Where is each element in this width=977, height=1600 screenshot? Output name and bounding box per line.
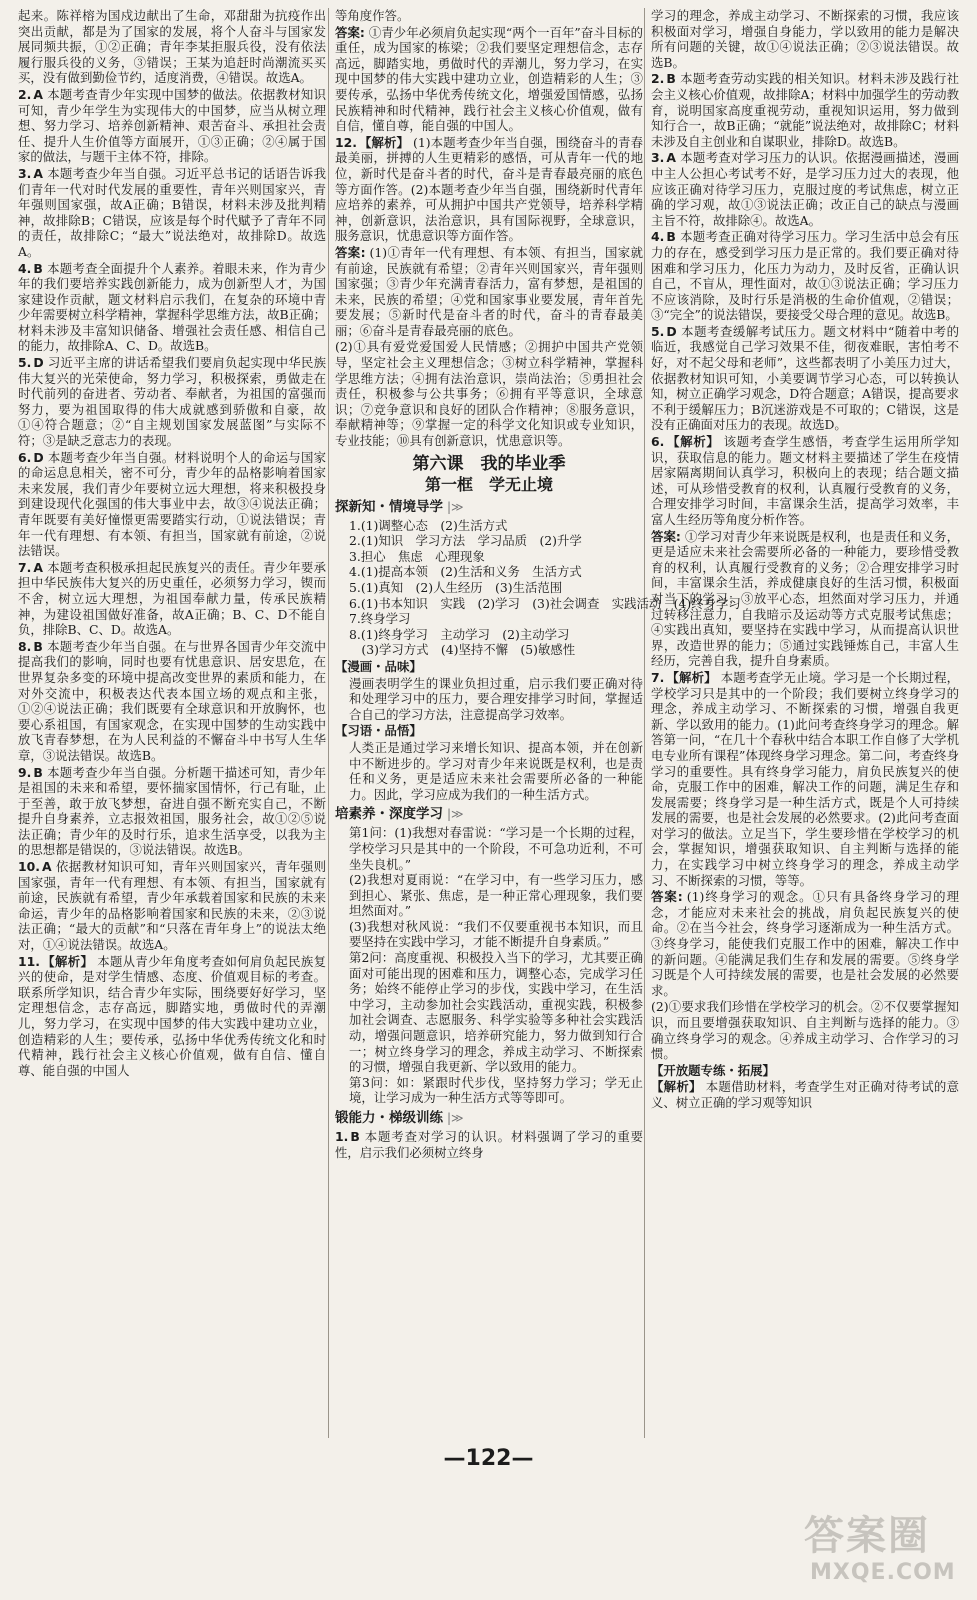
answer-choice: 【解析】 (651, 1079, 702, 1095)
watermark-domain: MXQE.COM (810, 1560, 956, 1585)
section-arrow-icon: |≫ (447, 807, 464, 822)
answer-choice: B (33, 260, 43, 276)
answer-text: 本题考查少年当自强。分析题干描述可知，青少年是祖国的未来和希望，要怀揣家国情怀，行己有耻，止于至善，敢于放飞梦想，奋进自强不断充实自己，不断提升自身素养，立志报效祖国，服务社会，故①②⑤说法正确；青少年的及时行乐，追求生活享受，以我为主的思想都是错误的，③说法错误。故选B。 (18, 764, 326, 858)
explore-answer-line: 4.(1)提高本领 (2)生活和义务 生活方式 (349, 564, 582, 580)
watermark-logo (800, 1502, 970, 1596)
question-number: 6. (651, 434, 665, 450)
comic-text: 漫画表明学生的课业负担过重，启示我们要正确对待和处理学习中的压力，要合理安排学习时间，掌握适合自己的学习方法，注意提高学习效率。 (349, 675, 643, 722)
answer-text: 本题考查少年当自强。在与世界各国青少年交流中提高我们的影响，同时也要有忧患意识、居安思危，在世界复杂多变的环境中提高改变世界的素质和能力，在对外交流中，积极表达代表本国立场的观点和主张，①②④说法正确；我们既要有全球意识和开放胸怀，也要心系祖国，有国家观念，在实现中国梦的生动实践中放飞青春梦想，在为人民利益的不懈奋斗中书写人生华章，③说法错误。故选B。 (18, 638, 326, 763)
column-divider (328, 8, 329, 1438)
answer-choice: A (33, 165, 43, 181)
answer-item (18, 765, 326, 859)
answer-item (18, 954, 326, 1079)
answer-choice: B (350, 1129, 360, 1144)
answer-choice: 答案: (651, 889, 683, 905)
answer-text: (2)①要求我们珍惜在学校学习的机会。②不仅要掌握知识，而且要增强获取知识、自主判断与选择的能力。③确立终身学习的观念。④养成主动学习、合作学习的习惯。 (651, 999, 959, 1062)
answer-item (18, 859, 326, 953)
answer-choice: 答案: (335, 244, 366, 260)
answer-text: 本题考查全面提升个人素养。着眼未来，作为青少年的我们要培养实践创新能力，成为创新型人才，为国家建设作贡献，题文材料启示我们，在复杂的环境中青少年需要树立科学精神，掌握科学思维方法，故B正确；材料未涉及丰富知识储备、增强社会责任感、相信自己的能力，故排除A、C、D。故选B。 (18, 260, 326, 354)
answer-choice: A (33, 86, 43, 102)
explore-answer-line: 2.(1)知识 学习方法 学习品质 (2)升学 (349, 533, 582, 549)
answer-text: 本题从青少年角度考查如何肩负起民族复兴的使命，是对学生情感、态度、价值观目标的考查。联系所学知识，结合青少年实际，围绕要好好学习，坚定理想信念，志存高远，脚踏实地，勇做时代的弄潮儿，努力学习，在实现中国梦的伟大实践中建功立业，创造精彩的人生；要传承，弘扬中华优秀传统文化和时代精神，践行社会主义核心价值观，做有自信、懂自尊、能自强的中国人 (18, 953, 327, 1078)
lesson-title: 第六课 我的毕业季 (412, 453, 566, 474)
answer-text: 该题考查学生感悟，考查学生运用所学知识，获取信息的能力。题文材料主要描述了学生在疫情居家隔离期间认真学习，积极向上的表现；结合题文描述，可从珍惜受教育的权利，认真履行受教育的义务，合理安排学习时间，丰富课余生活，提高学习效率，丰富人生经历等角度分析作答。 (651, 434, 960, 527)
question-number: 7. (651, 669, 665, 685)
answer-item (651, 229, 959, 323)
answer-item (651, 1079, 959, 1110)
answer-item (18, 87, 326, 165)
question-number: 2. (18, 86, 32, 102)
column-right (651, 8, 959, 1438)
explore-answer-line: 6.(1)书本知识 实践 (2)学习 (3)社会调查 实践活动 (4)终身学习 (349, 595, 741, 611)
answer-text: 本题考查少年当自强。习近平总书记的话语告诉我们青年一代对时代发展的重要性，青年兴则国家兴，青年强则国家强，故A正确；B错误，材料未涉及批判精神，故排除B；C错误，应该是每个时代赋予了青年不同的责任，故排除C；“最大”说法绝对，故排除D。故选A。 (18, 165, 326, 259)
answer-text: 学习的理念，养成主动学习、不断探索的习惯，我应该积极面对学习，增强自身能力，学以致用的能力是解决所有问题的关键，故①④说法正确；②③说法错误。故选B。 (651, 8, 959, 70)
answer-choice: A (41, 859, 52, 875)
column-divider (644, 8, 645, 1438)
answer-item (335, 135, 643, 244)
answer-choice: D (33, 355, 44, 371)
answer-item (651, 150, 959, 228)
column-left (18, 8, 326, 1438)
answer-choice: B (33, 764, 43, 780)
open-question-label: 【开放题专练・拓展】 (651, 1062, 775, 1078)
answer-item (18, 639, 326, 764)
answer-text: (1)终身学习的观念。①只有具备终身学习的理念，才能应对未来社会的挑战，肩负起民族复兴的使命。②在当今社会，终身学习逐渐成为一种生活方式。③终身学习，能使我们克服工作中的困难，解决工作中的新问题。④能满足我们生存和发展的需要。⑤终身学习既是个人可持续发展的需要，也是社会发展的必然要求。 (651, 889, 959, 998)
answer-choice: D (33, 449, 44, 465)
answer-text: 本题考查少年当自强。材料说明个人的命运与国家的命运息息相关，密不可分，青少年的品格影响着国家未来发展，我们青少年要树立远大理想，将来积极投身到建设现代化强国的伟大事业中去，故③④说法正确；青年既要有美好憧憬更需要踏实行动，①说法错误；青年一代有理想、有本领、有担当，国家就有前途，②说法错误。 (18, 449, 326, 559)
answer-text: 本题借助材料，考查学生对正确对待考试的意义、树立正确的学习观等知识 (651, 1079, 960, 1110)
answer-text: (1)本题考查少年当自强，围绕奋斗的青春最美丽，拼搏的人生更精彩的感悟，可从青年一代的地位，新时代是奋斗者的时代，奋斗是青春最亮丽的底色等方面作答。(2)本题考查少年当自强，围绕新时代青年应培养的素养，可从拥护中国共产党领导，培养科学精神，创新意识，法治意识，具有国际视野，全球意识，服务意识，忧患意识等方面作答。 (335, 134, 644, 244)
answer-item (651, 999, 959, 1061)
explore-answer-line: 8.(1)终身学习 主动学习 (2)主动学习 (349, 626, 570, 642)
answer-text: 起来。陈祥榕为国戍边献出了生命，邓甜甜为抗疫作出突出贡献，都是为了国家的发展，将个人奋斗与国家发展同频共振，①②正确；青年李某拒服兵役，没有依法履行服兵役的义务，③错误；王某为追赶时尚潮流买买买，没有做到勤俭节约，适度消费，④错误。故选A。 (18, 8, 326, 86)
question-number: 8. (18, 638, 32, 654)
answer-choice: A (33, 559, 43, 575)
answer-item (18, 261, 326, 355)
answer-item (18, 450, 326, 559)
answer-choice: 【解析】 (666, 434, 720, 450)
cultivate-paragraph: (3)我想对秋风说：“我们不仅要重视书本知识，而且要坚持在实践中学习，才能不断提升自身素质。” (349, 918, 643, 950)
answer-item (651, 889, 959, 998)
question-number: 4. (18, 260, 32, 276)
question-number: 5. (18, 355, 32, 371)
answer-text: 本题考查缓解考试压力。题文材料中“随着中考的临近，我感觉自己学习效果不佳，彻夜难眠，害怕考不好，对不起父母和老师”，这些都表明了小美压力过大，依据教材知识可知，小美要调节学习心态，可以转换认知，树立正确学习观念，D符合题意；A错误，提高要求不利于缓解压力；B沉迷游戏是不可取的；C错误，这是没有正确面对压力的表现。故选D。 (651, 323, 959, 433)
answer-choice: 答案: (651, 528, 681, 544)
answer-item (335, 25, 643, 134)
answer-text: 本题考查对学习的认识。材料强调了学习的重要性，启示我们必须树立终身 (335, 1129, 643, 1160)
question-number: 9. (18, 764, 32, 780)
answer-text: ①青少年必须肩负起实现“两个一百年”奋斗目标的重任，成为国家的栋梁；②我们要坚定理想信念，志存高远，脚踏实地，勇做时代的弄潮儿，努力学习，在实现中国梦的伟大实践中建功立业，创造精彩的人生；③要传承，弘扬中华优秀传统文化，增强爱国情感，弘扬民族精神和时代精神，践行社会主义核心价值观，做有自信，懂自尊，能自强的中国人。 (335, 24, 643, 134)
answer-item (335, 245, 643, 339)
cultivate-paragraph: 第1问：(1)我想对春雷说：“学习是一个长期的过程，学校学习只是其中的一个阶段，不可急功近利，不可坐失良机。” (349, 825, 643, 872)
cultivate-paragraph: 第2问：高度重视、积极投入当下的学习，尤其要正确面对可能出现的困难和压力，调整心态，完成学习任务；始终不能停止学习的步伐，实践中学习，在生活中学习，主动参加社会实践活动，重视实践，积极参加社会调查、志愿服务、科学实验等多种社会实践活动，增强问题意识，培养研究能力，努力做到知行合一；树立终身学习的理念，养成主动学习、不断探索的习惯，增强自我更新、学以致用的能力。 (349, 950, 643, 1075)
answer-item (651, 71, 959, 149)
answer-item (335, 1129, 643, 1160)
answer-text: 本题考查青少年实现中国梦的做法。依据教材知识可知，青少年学生为实现伟大的中国梦，应当从树立理想、努力学习、培养创新精神、艰苦奋斗、承担社会责任、提升人生价值等方面展开，①③正确；②④属于国家的做法，与题干主体不符，排除。 (18, 86, 326, 165)
answer-choice: 【解析】 (358, 134, 410, 150)
explore-answer-line: (3)学习方式 (4)坚持不懈 (5)敏感性 (349, 642, 576, 658)
question-number: 6. (18, 449, 32, 465)
answer-choice: B (666, 71, 676, 87)
page-number: —122— (443, 1446, 534, 1471)
answer-choice: 【解析】 (41, 953, 94, 969)
answer-choice: A (666, 150, 676, 166)
answer-choice: B (33, 638, 43, 654)
proverb-text: 人类正是通过学习来增长知识、提高本领，并在创新中不断进步的。学习对青少年来说既是权利，也是责任和义务，更是适应未来社会需要所必备的一种能力。因此，学习应成为我们的一种生活方式。 (349, 739, 643, 802)
question-number: 1. (335, 1129, 349, 1144)
answer-text: (1)①青年一代有理想、有本领、有担当，国家就有前途，民族就有希望；②青年兴则国家兴，青年强则国家强；③青少年充满青春活力，富有梦想，是祖国的未来，民族的希望；④党和国家事业要发展，青年首先要发展；⑤新时代是奋斗者的时代，奋斗的青春最美丽；⑥奋斗是青春最亮丽的底色。 (335, 244, 643, 338)
answer-text: 等角度作答。 (335, 8, 410, 23)
explore-answer-line: 1.(1)调整心态 (2)生活方式 (349, 517, 508, 533)
cultivate-paragraph: (2)我想对夏雨说：“在学习中，有一些学习压力，感到担心、紧张、焦虑，是一种正常心理现象，我们要坦然面对。” (349, 872, 643, 919)
answer-item (651, 670, 959, 888)
answer-text: 本题考查学无止境。学习是一个长期过程，学校学习只是其中的一个阶段；我们要树立终身学习的理念，养成主动学习、不断探索的习惯，增强自我更新、学以致用的能力。(1)此问考查终身学习的理念。解答第一问，“在几十个春秋中结合本职工作自修了大学机电专业所有课程”体现终身学习理念。第二问，考查终身学习的重要性。具有终身学习能力，肩负民族复兴的使命，克服工作中的困难，解决工作的问题，满足生存和发展需要；终身学习是一种生活方式，既是个人可持续发展的需要，也是社会发展的必然要求。(2)此问考查面对学习的做法。立足当下，学生要珍惜在学校学习的机会，掌握知识，增强获取知识、自主判断与选择的能力，在实践学习中树立终身学习的理念，养成主动学习、不断探索的习惯，等等。 (651, 669, 960, 888)
question-number: 7. (18, 559, 32, 575)
proverb-label: 【习语・品悟】 (335, 723, 422, 739)
answer-choice: 【解析】 (666, 669, 717, 685)
answer-text: ①学习对青少年来说既是权利，也是责任和义务，更是适应未来社会需要所必备的一种能力，要珍惜受教育的权利，认真履行受教育的义务；②合理安排学习时间，丰富课余生活，养成健康良好的生活习惯，积极面对当下的学习；③放平心态，坦然面对学习压力，并通过转移注意力，自我暗示及运动等方式克服考试焦虑；④实践出真知，要坚持在实践中学习，从而提高认识世界，改造世界的能力；⑤通过实践锤炼自己，丰富人生经历，完善自我，提升自身素质。 (651, 528, 959, 669)
answer-text: 本题考查正确对待学习压力。学习生活中总会有压力的存在，感受到学习压力是正常的。我们要正确对待困难和学习压力，化压力为动力，及时反省，正确认识自己，不盲从，理性面对，故①③说法正确；学习压力不应该消除，及时行乐是消极的生命价值观，②错误；③“完全”的说法错误，要接受父母合理的意见。故选B。 (651, 229, 959, 323)
answer-item (18, 166, 326, 260)
answer-text: 本题考查对学习压力的认识。依据漫画描述，漫画中主人公担心考试考不好，是学习压力过大的表现，他应该正确对待学习压力，克服过度的考试焦虑，树立正确的学习观，故①③说法正确；改正自己的缺点与漫画主旨不符，故排除④。故选A。 (651, 150, 959, 228)
watermark-text: 答案圈 (804, 1513, 930, 1559)
answer-item (18, 560, 326, 638)
answer-item (18, 8, 326, 86)
explore-answer-line: 3.担心 焦虑 心理现象 (349, 548, 485, 564)
answer-item (651, 8, 959, 70)
section-arrow-icon: |≫ (447, 1111, 464, 1125)
section-exercise: 锻能力・梯级训练 |≫ (335, 1110, 464, 1126)
question-number: 3. (18, 165, 32, 181)
answer-text: 本题考查劳动实践的相关知识。材料未涉及践行社会主义核心价值观，故排除A；材料中加强学生的劳动教育，说明国家高度重视劳动，重视知识运用，努力做到知行合一，故B正确；“就能”说法绝对，故排除C；材料未涉及自主创业和自谋职业，排除D。故选B。 (651, 71, 959, 149)
answer-item (18, 355, 326, 449)
answer-text: 习近平主席的讲话希望我们要肩负起实现中华民族伟大复兴的光荣使命，努力学习，积极探索，勇做走在时代前列的奋进者、劳动者、奉献者，为祖国的富强而努力，要为祖国取得的伟大成就感到骄傲和自豪，故①④符合题意；②“自主规划国家发展蓝图”与实际不符；③是缺乏意志力的表现。 (18, 355, 326, 449)
explore-answer-line: 7.终身学习 (349, 611, 411, 627)
question-number: 10. (18, 859, 40, 875)
answer-text: 本题考查积极承担起民族复兴的责任。青少年要承担中华民族伟大复兴的历史重任，必须努力学习，锲而不舍，树立远大理想，为祖国奉献力量，传承民族精神，为建设祖国做好准备，故A正确；B、C、D不能自负，排除B、C、D。故选A。 (18, 559, 326, 638)
answer-choice: D (666, 323, 677, 339)
question-number: 2. (651, 71, 665, 87)
answer-item (651, 324, 959, 433)
section-cultivate: 培素养・深度学习 |≫ (335, 806, 464, 823)
question-number: 3. (651, 150, 665, 166)
section-explore: 探新知・情境导学 |≫ (335, 498, 464, 515)
answer-text: (2)①具有爱党爱国爱人民情感；②拥护中国共产党领导，坚定社会主义理想信念；③树立科学精神，掌握科学思维方法；④拥有法治意识，崇尚法治；⑤勇担社会责任，积极参与公共事务；⑥拥有平等意识，全球意识；⑦竞争意识和良好的团队合作精神；⑧服务意识，奉献精神等；⑨掌握一定的科学文化知识或专业知识，专业技能；⑩具有创新意识，忧患意识等。 (335, 339, 643, 449)
section-arrow-icon: |≫ (447, 499, 464, 514)
cultivate-paragraph: 第3问：如：紧跟时代步伐，坚持努力学习；学无止境，让学习成为一种生活方式等等即可。 (349, 1074, 643, 1106)
frame-title: 第一框 学无止境 (424, 474, 553, 494)
comic-label: 【漫画・品味】 (335, 658, 422, 674)
question-number: 4. (651, 229, 665, 245)
explore-answer-line: 5.(1)真知 (2)人生经历 (3)生活范围 (349, 580, 563, 595)
question-number: 12. (335, 134, 357, 150)
answer-choice: 答案: (335, 24, 365, 40)
answer-item (651, 529, 959, 669)
answer-item (335, 339, 643, 448)
answer-choice: B (666, 229, 676, 245)
answer-text: 依据教材知识可知，青年兴则国家兴，青年强则国家强，青年一代有理想、有本领、有担当，国家就有前途，民族就有希望，青少年承载着国家和民族的未来命运，青少年的品格影响着国家和民族的未来，②③说法正确；“最大的贡献”和“只落在青年身上”的说法太绝对，①④说法错误。故选A。 (18, 859, 326, 953)
question-number: 11. (18, 953, 40, 969)
question-number: 5. (651, 323, 665, 339)
answer-item (651, 434, 959, 528)
answer-item (335, 8, 643, 24)
